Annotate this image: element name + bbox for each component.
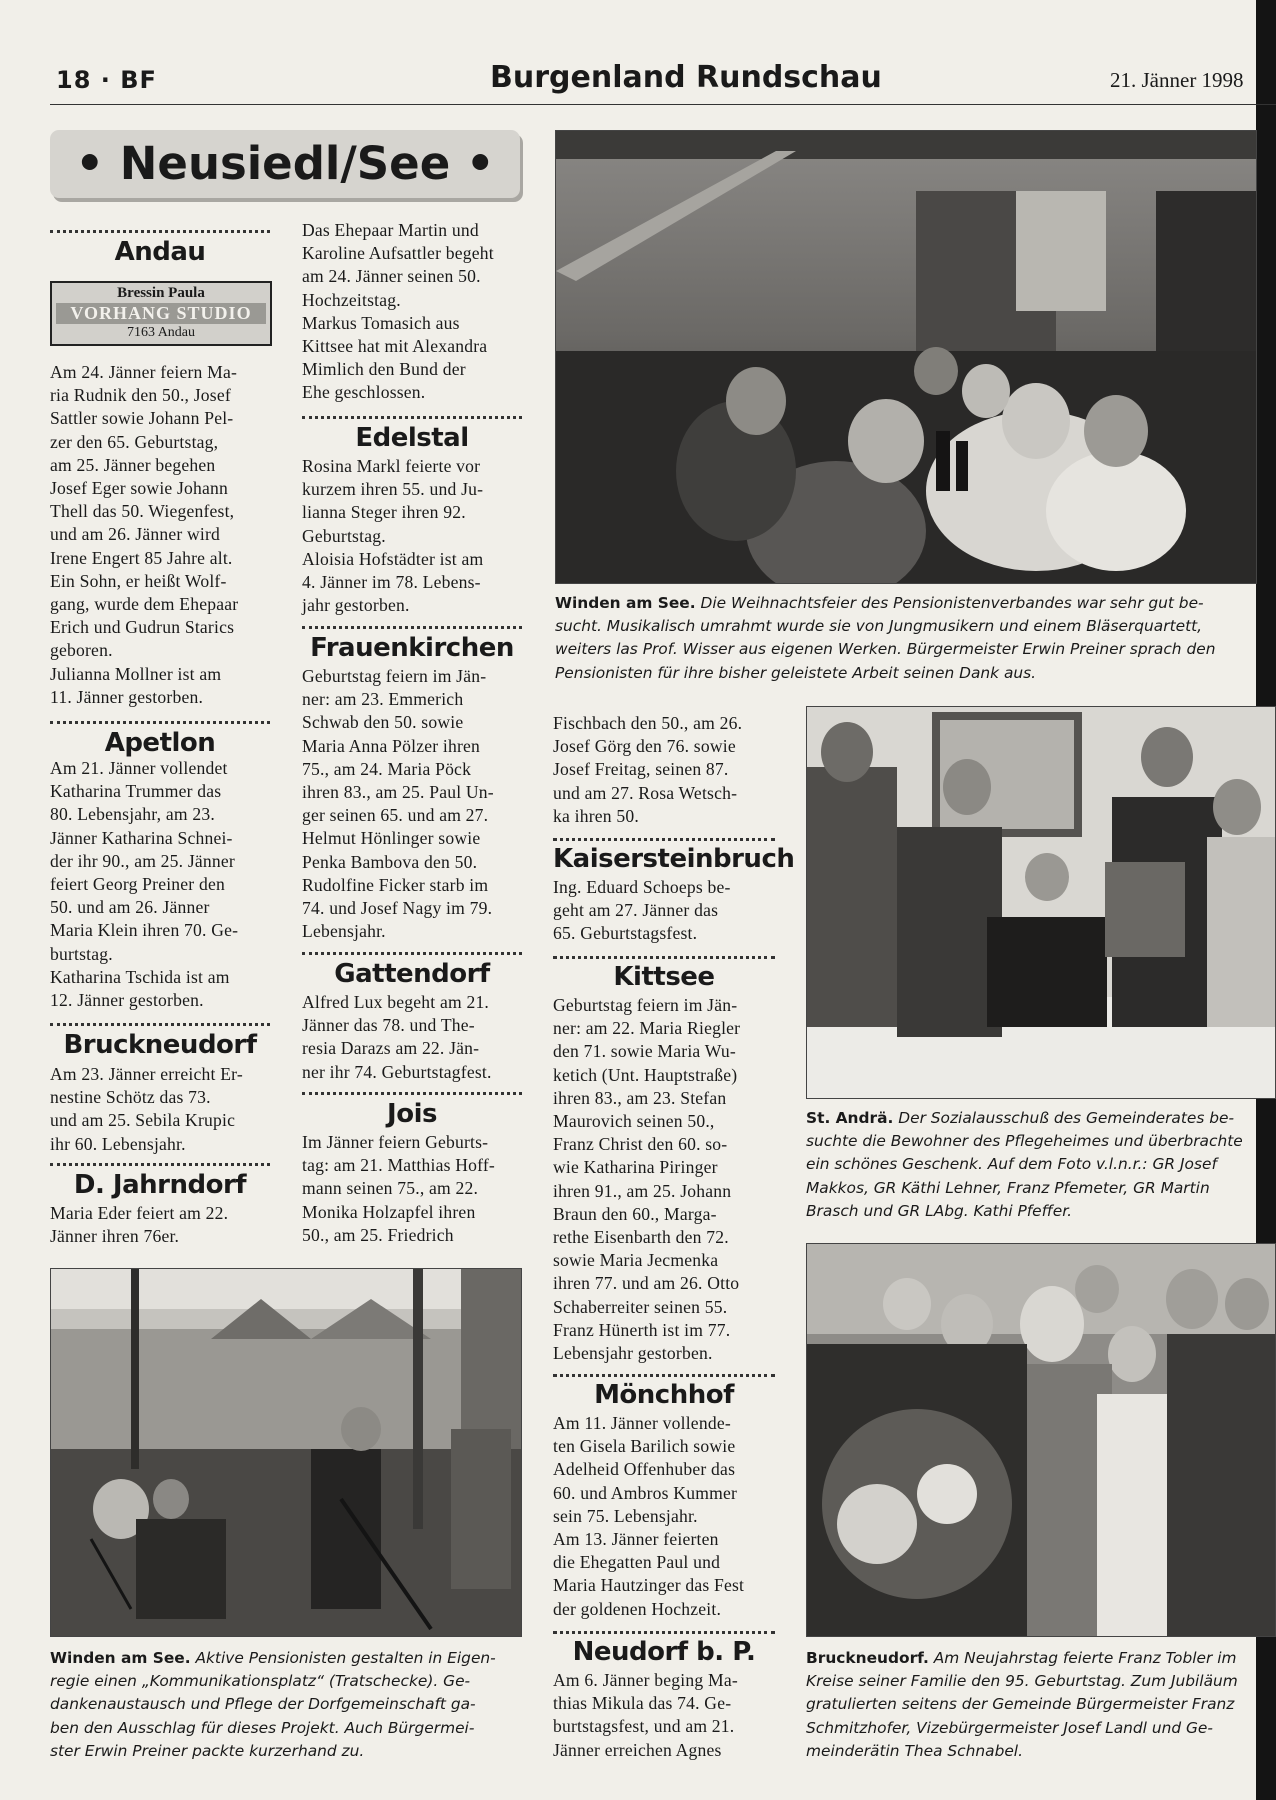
photo-bruckneudorf-birthday <box>806 1243 1276 1637</box>
article-frauenkirchen: Geburtstag feiern im Jän- ner: am 23. Emmerich Schwab den 50. sowie Maria Anna Pölzer ihren 75., am 24. Maria Pöck ihren 83., am 25. Paul Un- ger seinen 65. und am 27. Helmut Hönlinger sowie Penka Bambova den 50. Rudolfine Ficker starb im 74. und Josef Nagy im 79. Lebensjahr. <box>302 666 494 942</box>
article-bruckneudorf: Am 23. Jänner erreicht Er- nestine Schötz das 73. und am 25. Sebila Krupic ihr 60. Lebensjahr. <box>50 1064 243 1154</box>
issue-date: 21. Jänner 1998 <box>1110 68 1244 92</box>
caption-bruckneudorf-birthday: Bruckneudorf. Am Neujahrstag feierte Franz Tobler im Kreise seiner Familie den 95. Geburtstag. Zum Jubiläum gratulierten seitens der Gemeinde Bürgermeister Franz Schmitzhofer, Vizebürgermeister Josef Landl und Ge- meinderätin Thea Schnabel. <box>806 1649 1238 1760</box>
heading-neudorf: Neudorf b. P. <box>572 1637 756 1667</box>
ad-owner: Bressin Paula <box>117 285 205 301</box>
separator <box>553 1374 775 1377</box>
heading-bruckneudorf: Bruckneudorf <box>63 1030 257 1060</box>
separator <box>302 626 522 629</box>
separator <box>302 952 522 955</box>
article-kaisersteinbruch: Ing. Eduard Schoeps be- geht am 27. Jänner das 65. Geburtstagsfest. <box>553 877 731 944</box>
article-moenchhof: Am 11. Jänner vollende- ten Gisela Barilich sowie Adelheid Offenhuber das 60. und Ambros Kummer sein 75. Lebensjahr. Am 13. Jänner feierten die Ehegatten Paul und Maria Hautzinger das Fest der goldenen Hochzeit. <box>553 1413 745 1619</box>
separator <box>50 230 270 233</box>
article-kittsee: Geburtstag feiern im Jän- ner: am 22. Maria Riegler den 71. sowie Maria Wu- ketich (Unt. Hauptstraße) ihren 83., am 23. Stefan Maurovich seinen 50., Franz Christ den 60. so- wie Katharina Piringer ihren 91., am 25. Johann Braun den 60., Marga- rethe Eisenbarth den 72. sowie Maria Jecmenka ihren 77. und am 26. Otto Schaberreiter seinen 55. Franz Hünerth ist im 77. Lebensjahr gestorben. <box>553 995 741 1364</box>
separator <box>302 1092 522 1095</box>
heading-moenchhof: Mönchhof <box>594 1380 734 1410</box>
separator <box>553 956 775 959</box>
separator <box>553 1631 775 1634</box>
article-andau: Am 24. Jänner feiern Ma- ria Rudnik den 50., Josef Sattler sowie Johann Pel- zer den 65. Geburtstag, am 25. Jänner begehen Josef Eger sowie Johann Thell das 50. Wiegenfest, und am 26. Jänner wird Irene Engert 85 Jahre alt. Ein Sohn, er heißt Wolf- gang, wurde dem Ehepaar Erich und Gudrun Starics geboren. Julianna Mollner ist am 11. Jänner gestorben. <box>50 362 239 707</box>
ad-company: VORHANG STUDIO <box>56 303 266 324</box>
article-andau-continued: Das Ehepaar Martin und Karoline Aufsattler begeht am 24. Jänner seinen 50. Hochzeitstag. Markus Tomasich aus Kittsee hat mit Alexandra Mimlich den Bund der Ehe geschlossen. <box>302 220 494 403</box>
caption-place: St. Andrä. <box>806 1109 894 1127</box>
separator <box>50 1023 270 1026</box>
separator <box>302 416 522 419</box>
newspaper-name: Burgenland Rundschau <box>490 60 882 95</box>
article-jois-continued: Fischbach den 50., am 26. Josef Görg den 76. sowie Josef Freitag, seinen 87. und am 27. Rosa Wetsch- ka ihren 50. <box>553 713 743 826</box>
heading-andau: Andau <box>114 237 206 267</box>
caption-place: Winden am See. <box>555 594 696 612</box>
advertisement <box>50 281 272 346</box>
heading-apetlon: Apetlon <box>104 728 216 758</box>
caption-winden-christmas-party: Winden am See. Die Weihnachtsfeier des Pensionistenverbandes war sehr gut be- sucht. Musikalisch umrahmt wurde sie von Jungmusikern und einem Bläserquartett, weiters las Prof. Wisser aus eigenen Werken. Bürgermeister Erwin Preiner sprach den Pensionisten für ihre bisher geleistete Arbeit seinen Dank aus. <box>555 594 1216 682</box>
caption-place: Winden am See. <box>50 1649 191 1667</box>
caption-st-andrae: St. Andrä. Der Sozialausschuß des Gemeinderates be- suchte die Bewohner des Pflegeheimes und überbrachte ein schönes Geschenk. Auf dem Foto v.l.n.r.: GR Josef Makkos, GR Käthi Lehner, Franz Pfemeter, GR Martin Brasch und GR LAbg. Kathi Pfeffer. <box>806 1109 1243 1220</box>
heading-frauenkirchen: Frauenkirchen <box>310 633 514 663</box>
page-number: 18 · BF <box>56 66 157 94</box>
region-title: • Neusiedl/See • <box>50 130 520 198</box>
caption-place: Bruckneudorf. <box>806 1649 929 1667</box>
separator <box>50 1163 270 1166</box>
photo-winden-christmas-party <box>555 130 1257 584</box>
heading-kittsee: Kittsee <box>613 962 715 992</box>
page-header <box>50 60 1276 105</box>
heading-kaisersteinbruch: Kaisersteinbruch <box>553 844 795 874</box>
article-edelstal: Rosina Markl feierte vor kurzem ihren 55. und Ju- lianna Steger ihren 92. Geburtstag. Aloisia Hofstädter ist am 4. Jänner im 78. Lebens- jahr gestorben. <box>302 456 484 616</box>
separator <box>50 721 270 724</box>
heading-d-jahrndorf: D. Jahrndorf <box>73 1170 247 1200</box>
heading-edelstal: Edelstal <box>355 423 469 453</box>
article-jois: Im Jänner feiern Geburts- tag: am 21. Matthias Hoff- mann seinen 75., am 22. Monika Holzapfel ihren 50., am 25. Friedrich <box>302 1132 495 1245</box>
photo-winden-communication-place <box>50 1268 522 1637</box>
heading-gattendorf: Gattendorf <box>334 959 490 989</box>
photo-st-andrae-group <box>806 706 1276 1099</box>
article-d-jahrndorf: Maria Eder feiert am 22. Jänner ihren 76er. <box>50 1203 229 1247</box>
article-gattendorf: Alfred Lux begeht am 21. Jänner das 78. und The- resia Darazs am 22. Jän- ner ihr 74. Geburtstagfest. <box>302 992 492 1082</box>
separator <box>553 838 775 841</box>
heading-jois: Jois <box>387 1099 437 1129</box>
ad-address: 7163 Andau <box>126 325 196 340</box>
article-apetlon: Am 21. Jänner vollendet Katharina Trummer das 80. Lebensjahr, am 23. Jänner Katharina Schnei- der ihr 90., am 25. Jänner feiert Georg Preiner den 50. und am 26. Jänner Maria Klein ihren 70. Ge- burtstag. Katharina Tschida ist am 12. Jänner gestorben. <box>50 758 239 1011</box>
article-neudorf: Am 6. Jänner beging Ma- thias Mikula das 74. Ge- burtstagsfest, und am 21. Jänner erreichen Agnes <box>553 1670 738 1760</box>
caption-winden-communication-place: Winden am See. Aktive Pensionisten gestalten in Eigen- regie einen „Kommunikationsplatz“ (Tratschecke). Ge- dankenaustausch und Pflege der Dorfgemeinschaft ga- ben den Ausschlag für dieses Projekt. Auch Bürgermei- ster Erwin Preiner packte kurzerhand zu. <box>50 1649 496 1760</box>
